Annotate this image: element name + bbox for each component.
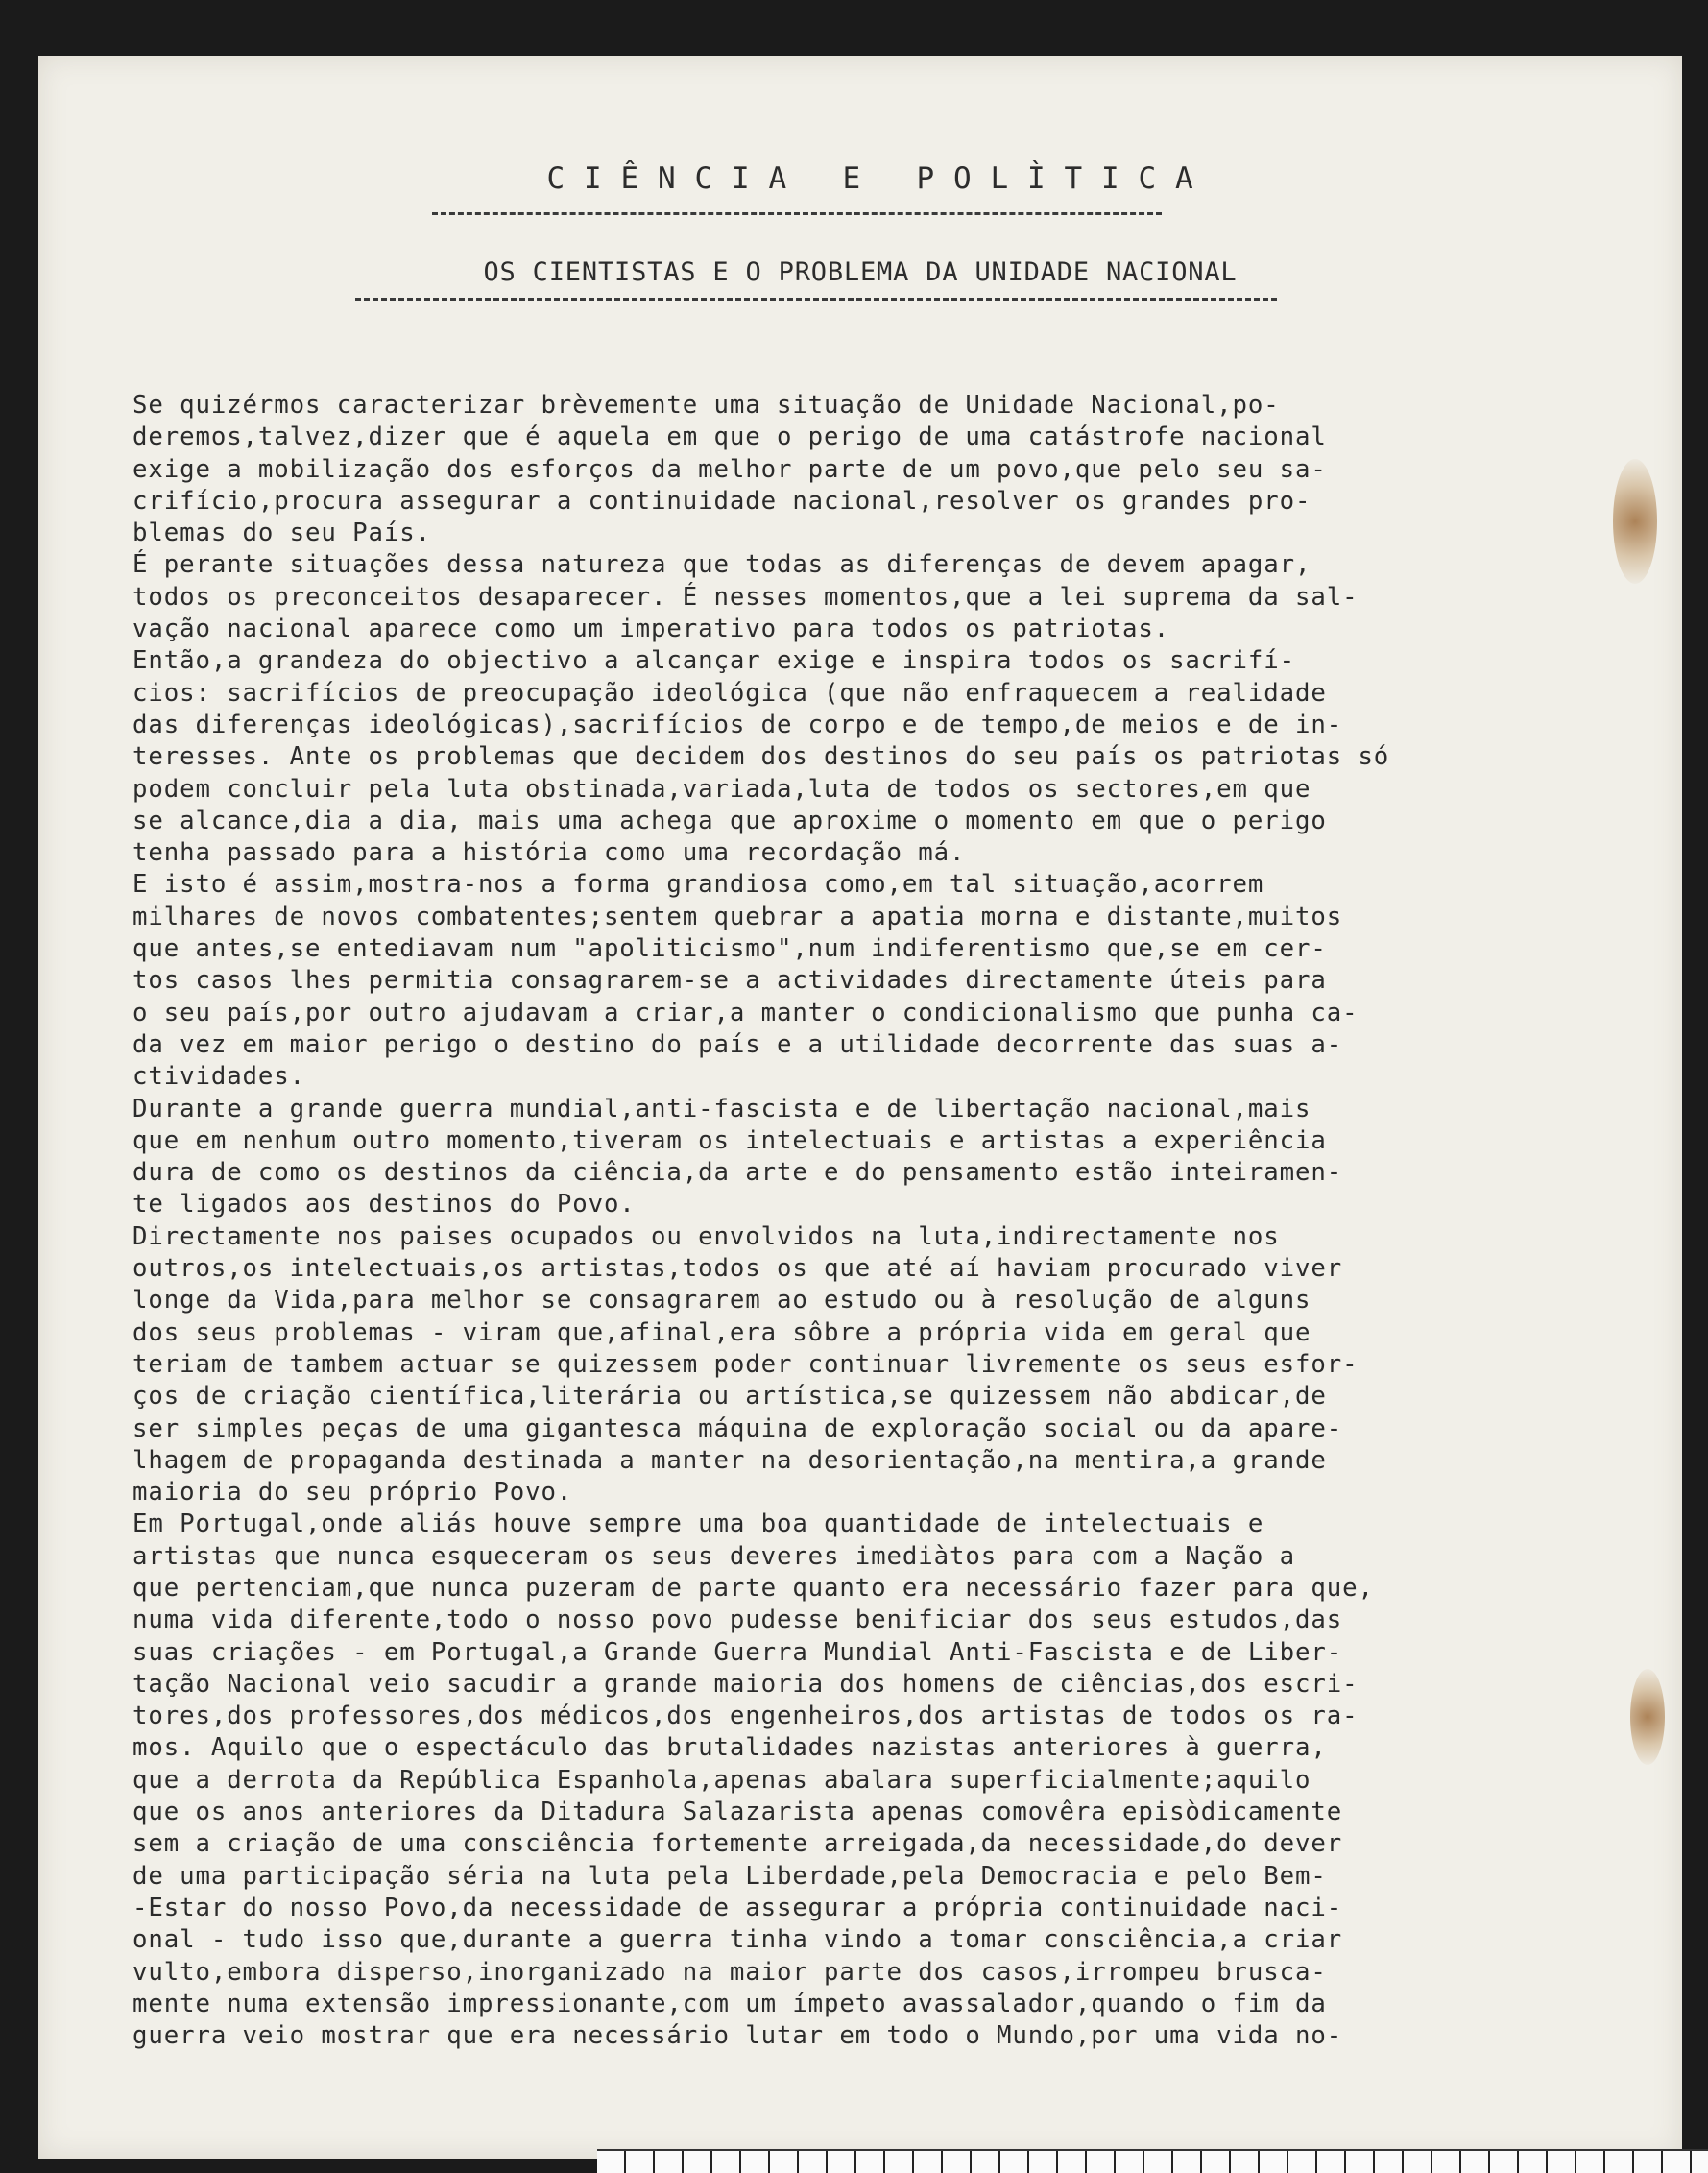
text-line: que a derrota da República Espanhola,apenas abalara superficialmente;aquilo: [132, 1765, 1311, 1795]
text-line: da vez em maior perigo o destino do país e a utilidade decorrente das suas a-: [132, 1029, 1343, 1059]
text-line: tos casos lhes permitia consagrarem-se a actividades directamente úteis para: [132, 966, 1327, 996]
text-line: E isto é assim,mostra-nos a forma grandiosa como,em tal situação,acorrem: [132, 870, 1264, 900]
page-title: CIÊNCIA E POLÌTICA: [546, 161, 1213, 196]
text-line: tação Nacional veio sacudir a grande maioria dos homens de ciências,dos escri-: [132, 1669, 1359, 1699]
text-line: todos os preconceitos desaparecer. É nesses momentos,que a lei suprema da sal-: [132, 582, 1359, 612]
text-line: artistas que nunca esqueceram os seus deveres imediàtos para com a Nação a: [132, 1541, 1295, 1571]
text-line: É perante situações dessa natureza que todas as diferenças de devem apagar,: [132, 550, 1311, 580]
text-line: numa vida diferente,todo o nosso povo pudesse benificiar dos seus estudos,das: [132, 1606, 1343, 1635]
text-line: tores,dos professores,dos médicos,dos engenheiros,dos artistas de todos os ra-: [132, 1702, 1359, 1731]
text-line: vação nacional aparece como um imperativo para todos os patriotas.: [132, 615, 1170, 644]
document-page: [38, 56, 1682, 2159]
text-line: milhares de novos combatentes;sentem quebrar a apatia morna e distante,muitos: [132, 902, 1343, 931]
text-line: te ligados aos destinos do Povo.: [132, 1190, 636, 1219]
text-line: Se quizérmos caracterizar brèvemente uma situação de Unidade Nacional,po-: [132, 391, 1280, 420]
text-line: Directamente nos paises ocupados ou envolvidos na luta,indirectamente nos: [132, 1221, 1280, 1251]
text-line: dura de como os destinos da ciência,da arte e do pensamento estão inteiramen-: [132, 1158, 1343, 1188]
text-line: podem concluir pela luta obstinada,variada,luta de todos os sectores,em que: [132, 774, 1311, 804]
text-line: dos seus problemas - viram que,afinal,era sôbre a própria vida em geral que: [132, 1317, 1311, 1347]
text-line: onal - tudo isso que,durante a guerra tinha vindo a tomar consciência,a criar: [132, 1925, 1343, 1955]
text-line: suas criações - em Portugal,a Grande Guerra Mundial Anti-Fascista e de Liber-: [132, 1637, 1343, 1667]
body-text: [132, 390, 1592, 2085]
text-line: que em nenhum outro momento,tiveram os intelectuais e artistas a experiência: [132, 1125, 1327, 1155]
text-line: longe da Vida,para melhor se consagrarem ao estudo ou à resolução de alguns: [132, 1286, 1311, 1316]
rust-stain: [1630, 1669, 1665, 1765]
text-line: das diferenças ideológicas),sacrifícios de corpo e de tempo,de meios e de in-: [132, 710, 1343, 739]
text-line: que antes,se entediavam num "apoliticismo",num indiferentismo que,se em cer-: [132, 934, 1327, 964]
text-line: que os anos anteriores da Ditadura Salazarista apenas comovêra episòdicamente: [132, 1798, 1343, 1827]
text-line: o seu país,por outro ajudavam a criar,a manter o condicionalismo que punha ca-: [132, 998, 1359, 1027]
text-line: mos. Aquilo que o espectáculo das brutalidades nazistas anteriores à guerra,: [132, 1733, 1327, 1763]
text-line: Então,a grandeza do objectivo a alcançar exige e inspira todos os sacrifí-: [132, 646, 1295, 676]
text-line: crifício,procura assegurar a continuidade nacional,resolver os grandes pro-: [132, 486, 1311, 516]
rust-stain: [1613, 459, 1657, 584]
text-line: exige a mobilização dos esforços da melhor parte de um povo,que pelo seu sa-: [132, 454, 1327, 484]
text-line: outros,os intelectuais,os artistas,todos os que até aí haviam procurado viver: [132, 1254, 1343, 1284]
page-subtitle: OS CIENTISTAS E O PROBLEMA DA UNIDADE NACIONAL: [483, 257, 1238, 287]
text-line: ser simples peças de uma gigantesca máquina de exploração social ou da apare-: [132, 1413, 1343, 1443]
text-line: Em Portugal,onde aliás houve sempre uma boa quantidade de intelectuais e: [132, 1509, 1264, 1539]
text-line: ctividades.: [132, 1062, 306, 1092]
text-line: blemas do seu País.: [132, 519, 431, 548]
subtitle-underline: [355, 298, 1277, 301]
title-underline: [432, 212, 1162, 215]
text-line: teriam de tambem actuar se quizessem poder continuar livremente os seus esfor-: [132, 1349, 1359, 1379]
text-line: sem a criação de uma consciência fortemente arreigada,da necessidade,do dever: [132, 1829, 1343, 1859]
text-line: se alcance,dia a dia, mais uma achega que aproxime o momento em que o perigo: [132, 806, 1327, 835]
text-line: tenha passado para a história como uma recordação má.: [132, 838, 966, 868]
text-line: lhagem de propaganda destinada a manter na desorientação,na mentira,a grande: [132, 1445, 1327, 1475]
text-line: teresses. Ante os problemas que decidem dos destinos do seu país os patriotas só: [132, 742, 1390, 772]
text-line: de uma participação séria na luta pela Liberdade,pela Democracia e pelo Bem-: [132, 1861, 1327, 1891]
text-line: Durante a grande guerra mundial,anti-fascista e de libertação nacional,mais: [132, 1094, 1311, 1123]
text-line: que pertenciam,que nunca puzeram de parte quanto era necessário fazer para que,: [132, 1573, 1374, 1603]
text-line: guerra veio mostrar que era necessário lutar em todo o Mundo,por uma vida no-: [132, 2021, 1343, 2051]
scan-scale-ruler: [597, 2149, 1708, 2173]
text-line: deremos,talvez,dizer que é aquela em que o perigo de uma catástrofe nacional: [132, 423, 1327, 452]
text-line: mente numa extensão impressionante,com um ímpeto avassalador,quando o fim da: [132, 1989, 1327, 2018]
text-line: vulto,embora disperso,inorganizado na maior parte dos casos,irrompeu brusca-: [132, 1957, 1327, 1987]
text-line: [132, 2052, 1592, 2084]
text-line: cios: sacrifícios de preocupação ideológica (que não enfraquecem a realidade: [132, 678, 1327, 708]
text-line: maioria do seu próprio Povo.: [132, 1478, 573, 1508]
text-line: ços de criação científica,literária ou artística,se quizessem não abdicar,de: [132, 1382, 1327, 1412]
text-line: -Estar do nosso Povo,da necessidade de assegurar a própria continuidade naci-: [132, 1893, 1343, 1922]
